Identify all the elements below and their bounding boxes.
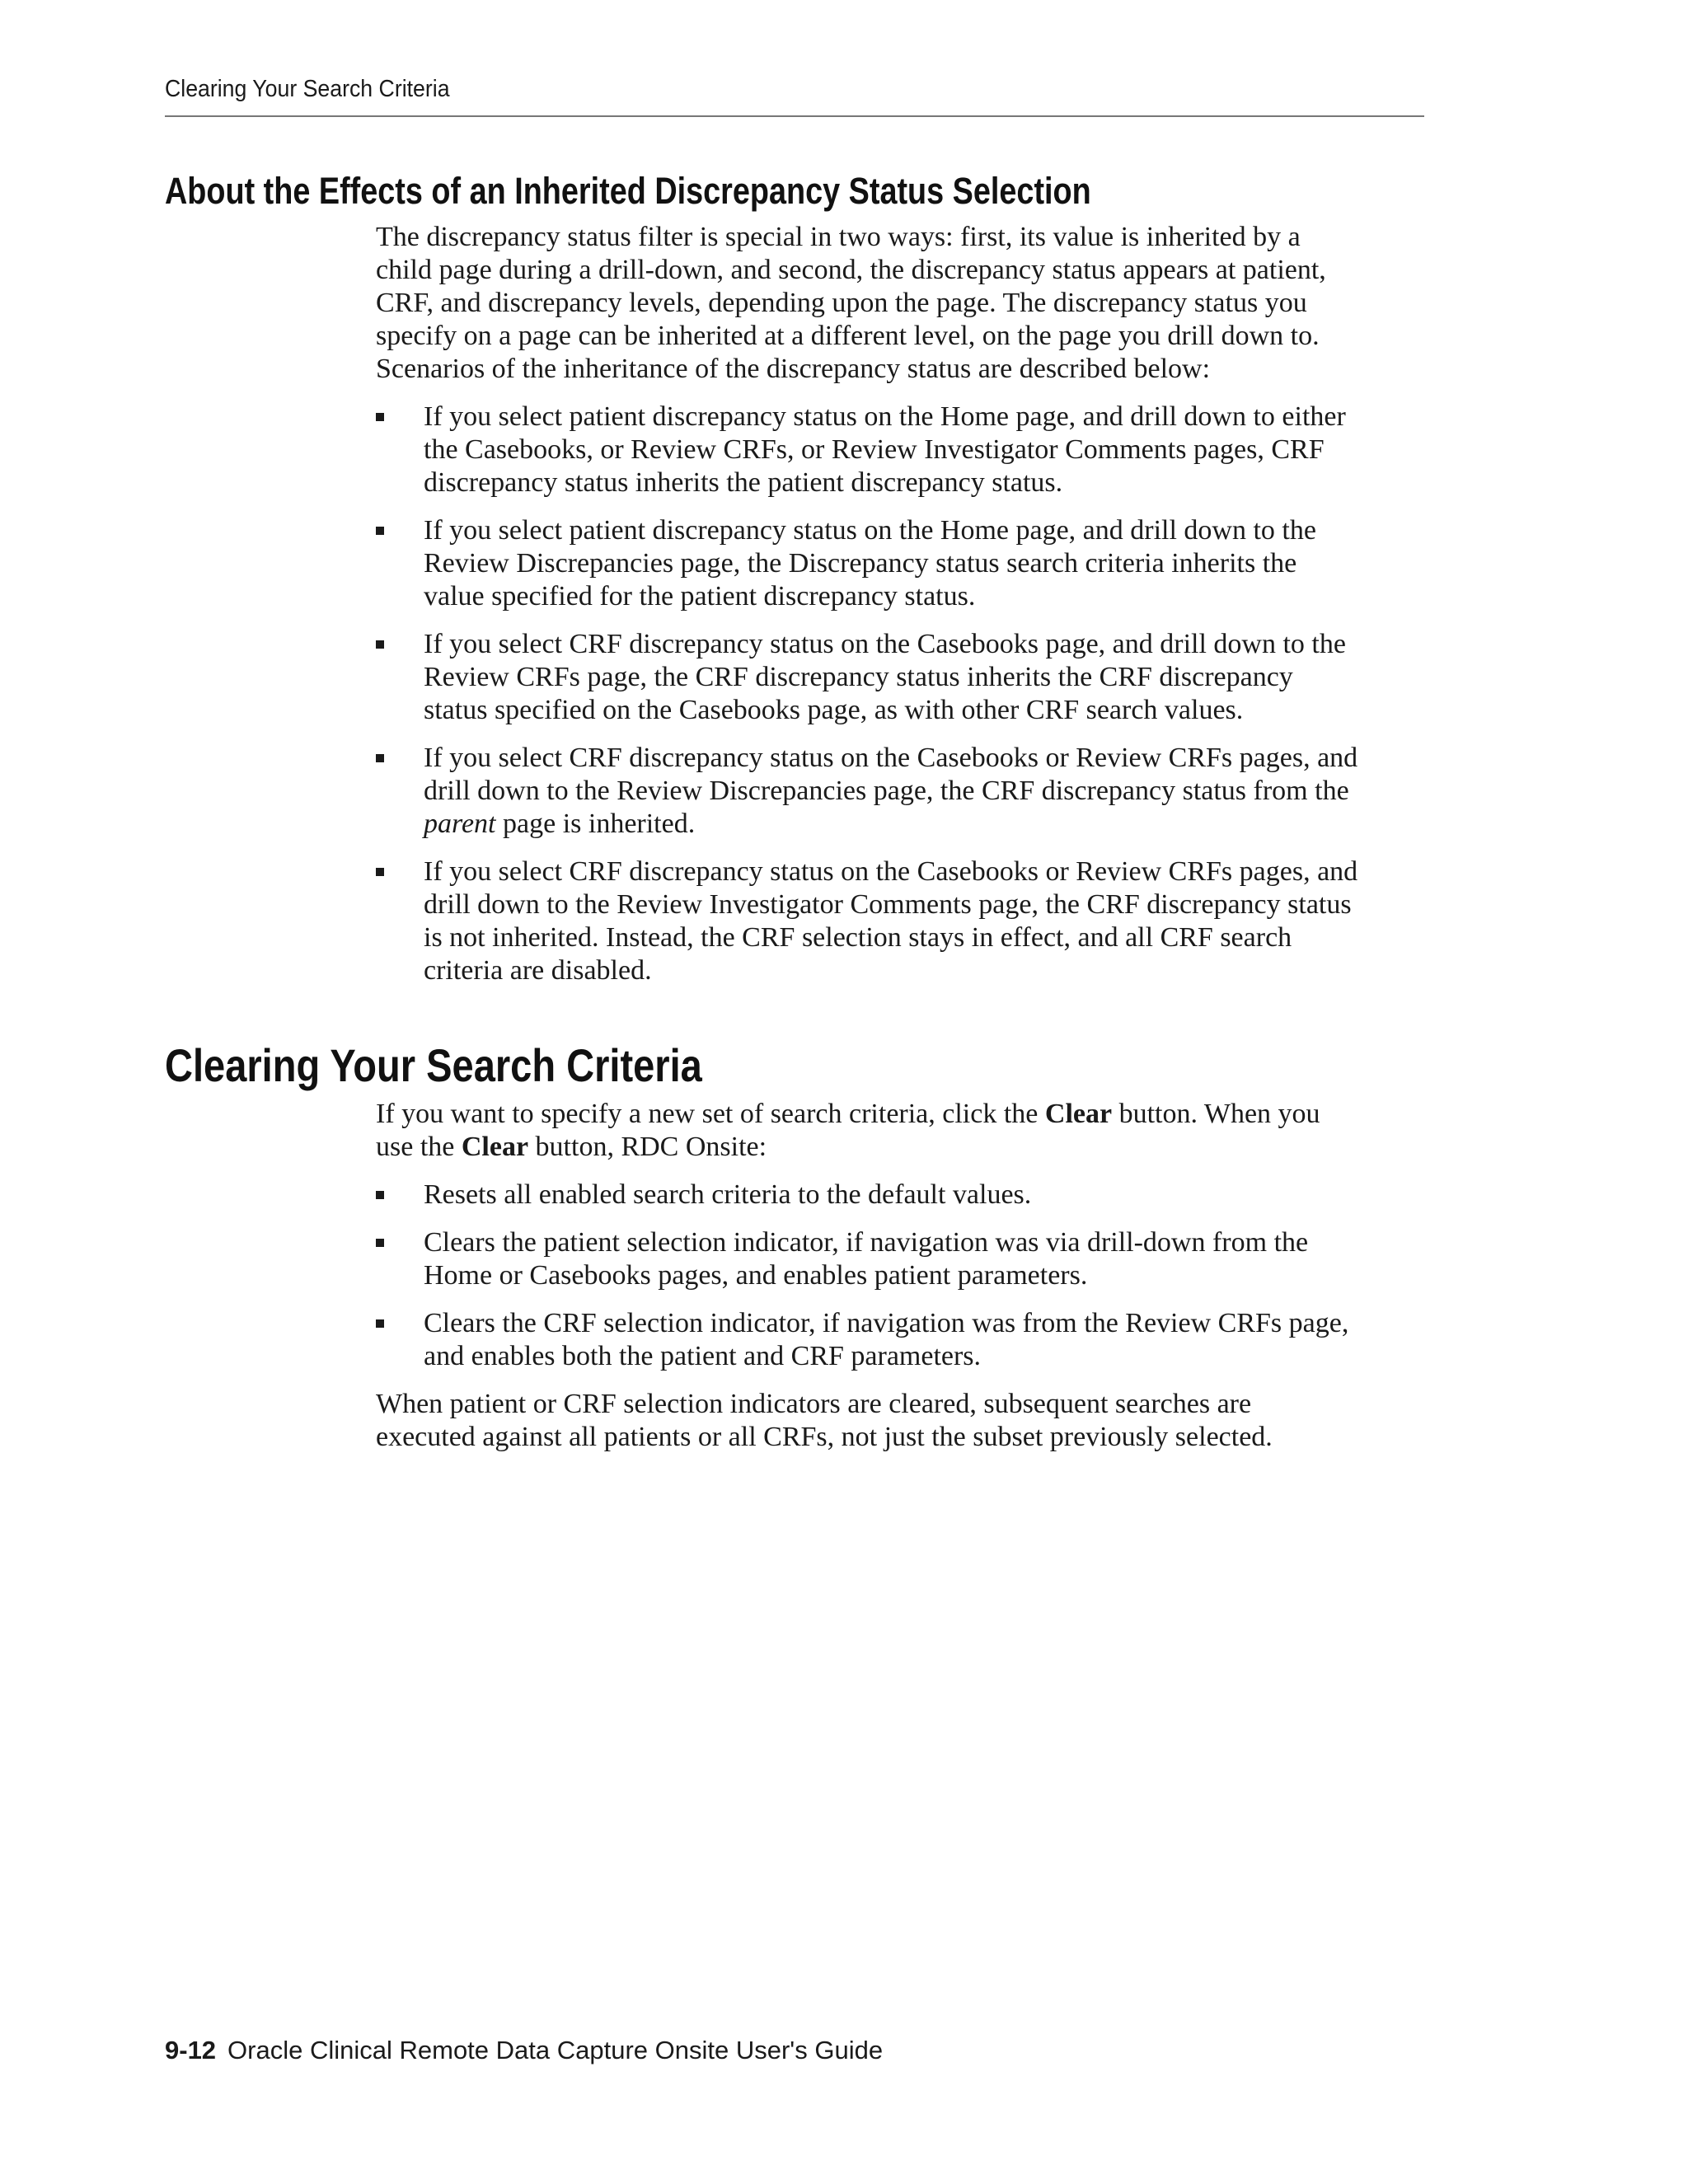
text-line: Clears the CRF selection indicator, if navigation was from the Review CRFs page, xyxy=(424,1308,1349,1338)
clear-button-reference: Clear xyxy=(461,1132,529,1162)
square-bullet-icon xyxy=(376,868,384,876)
text-line: The discrepancy status filter is special in two ways: first, its value is inherited by a xyxy=(376,222,1301,252)
section-heading-inherited-status: About the Effects of an Inherited Discrepancy Status Selection xyxy=(165,170,1091,212)
list-item xyxy=(376,1226,1447,1292)
text-line: If you select patient discrepancy status on the Home page, and drill down to the xyxy=(424,515,1316,546)
list-item xyxy=(376,628,1447,727)
text-line: If you select patient discrepancy status on the Home page, and drill down to either xyxy=(424,401,1346,432)
intro-paragraph xyxy=(376,221,1447,386)
page-footer xyxy=(165,2036,883,2065)
text-line: If you select CRF discrepancy status on the Casebooks or Review CRFs pages, and xyxy=(424,743,1358,773)
square-bullet-icon xyxy=(376,640,384,649)
section-heading-clearing-criteria: Clearing Your Search Criteria xyxy=(165,1039,702,1091)
section-body-clearing-criteria xyxy=(376,1098,1447,1469)
text-line: criteria are disabled. xyxy=(424,955,652,986)
text-line: drill down to the Review Discrepancies page, the CRF discrepancy status from the xyxy=(424,776,1349,806)
text-line xyxy=(376,1131,1447,1164)
text-line: Home or Casebooks pages, and enables patient parameters. xyxy=(424,1260,1088,1291)
running-header: Clearing Your Search Criteria xyxy=(165,76,450,102)
closing-paragraph xyxy=(376,1388,1447,1454)
text-line: Resets all enabled search criteria to the default values. xyxy=(424,1179,1032,1210)
square-bullet-icon xyxy=(376,1239,384,1247)
text-line: specify on a page can be inherited at a different level, on the page you drill down to. xyxy=(376,321,1320,351)
text-line: executed against all patients or all CRFs, not just the subset previously selected. xyxy=(376,1422,1273,1452)
clear-button-reference: Clear xyxy=(1044,1099,1113,1129)
text-fragment: button. When you xyxy=(1112,1099,1320,1129)
text-line: value specified for the patient discrepancy status. xyxy=(424,581,976,612)
text-line: If you select CRF discrepancy status on the Casebooks page, and drill down to the xyxy=(424,629,1346,659)
square-bullet-icon xyxy=(376,754,384,762)
text-fragment: use the xyxy=(376,1132,462,1162)
square-bullet-icon xyxy=(376,1319,384,1328)
text-line: Scenarios of the inheritance of the discrepancy status are described below: xyxy=(376,354,1211,384)
text-line: status specified on the Casebooks page, as with other CRF search values. xyxy=(424,695,1244,725)
text-line: the Casebooks, or Review CRFs, or Review Investigator Comments pages, CRF xyxy=(424,434,1325,465)
text-line: discrepancy status inherits the patient discrepancy status. xyxy=(424,467,1063,498)
text-line: CRF, and discrepancy levels, depending upon the page. The discrepancy status you xyxy=(376,288,1307,318)
square-bullet-icon xyxy=(376,413,384,421)
emphasis-text: parent xyxy=(424,808,496,839)
list-item xyxy=(376,401,1447,499)
text-line: When patient or CRF selection indicators are cleared, subsequent searches are xyxy=(376,1389,1252,1419)
list-item xyxy=(376,742,1447,841)
clear-effects-list xyxy=(376,1179,1447,1373)
square-bullet-icon xyxy=(376,1191,384,1199)
list-item xyxy=(376,514,1447,613)
header-rule xyxy=(165,115,1424,117)
inheritance-scenarios-list xyxy=(376,401,1447,987)
document-title: Oracle Clinical Remote Data Capture Onsite User's Guide xyxy=(227,2036,884,2064)
list-item xyxy=(376,1307,1447,1373)
text-line xyxy=(424,808,1447,841)
text-line: drill down to the Review Investigator Comments page, the CRF discrepancy status xyxy=(424,889,1352,920)
text-line: Review Discrepancies page, the Discrepancy status search criteria inherits the xyxy=(424,548,1297,579)
text-line xyxy=(376,1098,1447,1131)
text-line: is not inherited. Instead, the CRF selection stays in effect, and all CRF search xyxy=(424,922,1292,953)
text-line: Clears the patient selection indicator, if navigation was via drill-down from the xyxy=(424,1227,1309,1258)
square-bullet-icon xyxy=(376,527,384,535)
list-item xyxy=(376,855,1447,987)
text-line: If you select CRF discrepancy status on the Casebooks or Review CRFs pages, and xyxy=(424,856,1358,887)
text-fragment: page is inherited. xyxy=(495,808,696,839)
section-body-inherited-status xyxy=(376,221,1447,1002)
intro-paragraph xyxy=(376,1098,1447,1164)
text-line: and enables both the patient and CRF parameters. xyxy=(424,1341,982,1371)
text-fragment: button, RDC Onsite: xyxy=(528,1132,767,1162)
page-number: 9-12 xyxy=(165,2036,217,2064)
text-line: Review CRFs page, the CRF discrepancy status inherits the CRF discrepancy xyxy=(424,662,1293,692)
list-item xyxy=(376,1179,1447,1212)
text-fragment: If you want to specify a new set of search criteria, click the xyxy=(376,1099,1045,1129)
text-line: child page during a drill-down, and second, the discrepancy status appears at patient, xyxy=(376,255,1326,285)
